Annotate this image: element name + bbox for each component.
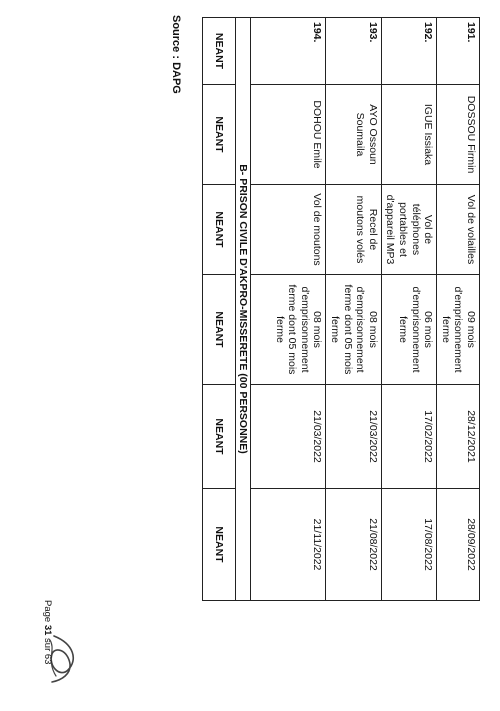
start-date-cell: 28/12/2021: [437, 385, 480, 489]
page-total: 63: [42, 653, 53, 665]
page-separator: sur: [42, 638, 53, 652]
end-date-cell: 21/08/2022: [326, 489, 381, 601]
page-current: 31: [42, 624, 53, 636]
sentence-cell: 06 mois d'emprisonnement ferme: [381, 275, 436, 385]
table-row: [202, 18, 235, 601]
detainee-table: [202, 17, 480, 601]
source-note: Source : DAPG: [170, 15, 182, 94]
page-prefix: Page: [42, 600, 53, 623]
neant-cell: NEANT: [202, 275, 235, 385]
detainee-name: AYO Ossoun Soumaila: [326, 85, 381, 185]
table-row: [251, 18, 326, 601]
row-number: 194.: [251, 18, 326, 85]
offense-cell: Recel de moutons volés: [326, 185, 381, 275]
neant-cell: NEANT: [202, 185, 235, 275]
table-row: [381, 18, 436, 601]
end-date-cell: 21/11/2022: [251, 489, 326, 601]
row-number: 193.: [326, 18, 381, 85]
offense-cell: Vol de moutons: [251, 185, 326, 275]
start-date-cell: 21/03/2022: [251, 385, 326, 489]
table-row: [437, 18, 480, 601]
detainee-name: DOSSOU Firmin: [437, 85, 480, 185]
detainee-name: DOHOU Emile: [251, 85, 326, 185]
start-date-cell: 21/03/2022: [326, 385, 381, 489]
neant-cell: NEANT: [202, 489, 235, 601]
sentence-cell: 08 mois d'emprisonnement ferme dont 05 mois ferme: [251, 275, 326, 385]
neant-cell: NEANT: [202, 85, 235, 185]
offense-cell: Vol de téléphones portables et d'appareil MP3: [381, 185, 436, 275]
neant-cell: NEANT: [202, 18, 235, 85]
end-date-cell: 17/08/2022: [381, 489, 436, 601]
start-date-cell: 17/02/2022: [381, 385, 436, 489]
page-number: [42, 600, 53, 664]
sentence-cell: 08 mois d'emprisonnement ferme dont 05 mois ferme: [326, 275, 381, 385]
end-date-cell: 28/09/2022: [437, 489, 480, 601]
row-number: 191.: [437, 18, 480, 85]
neant-cell: NEANT: [202, 385, 235, 489]
detainee-name: IGUE Issiaka: [381, 85, 436, 185]
sentence-cell: 09 mois d'emprisonnement ferme: [437, 275, 480, 385]
row-number: 192.: [381, 18, 436, 85]
offense-cell: Vol de volailles: [437, 185, 480, 275]
table-row: [326, 18, 381, 601]
section-row: [235, 18, 251, 601]
section-title: B- PRISON CIVILE D'AKPRO-MISSERETE (00 PERSONNE): [235, 18, 251, 601]
